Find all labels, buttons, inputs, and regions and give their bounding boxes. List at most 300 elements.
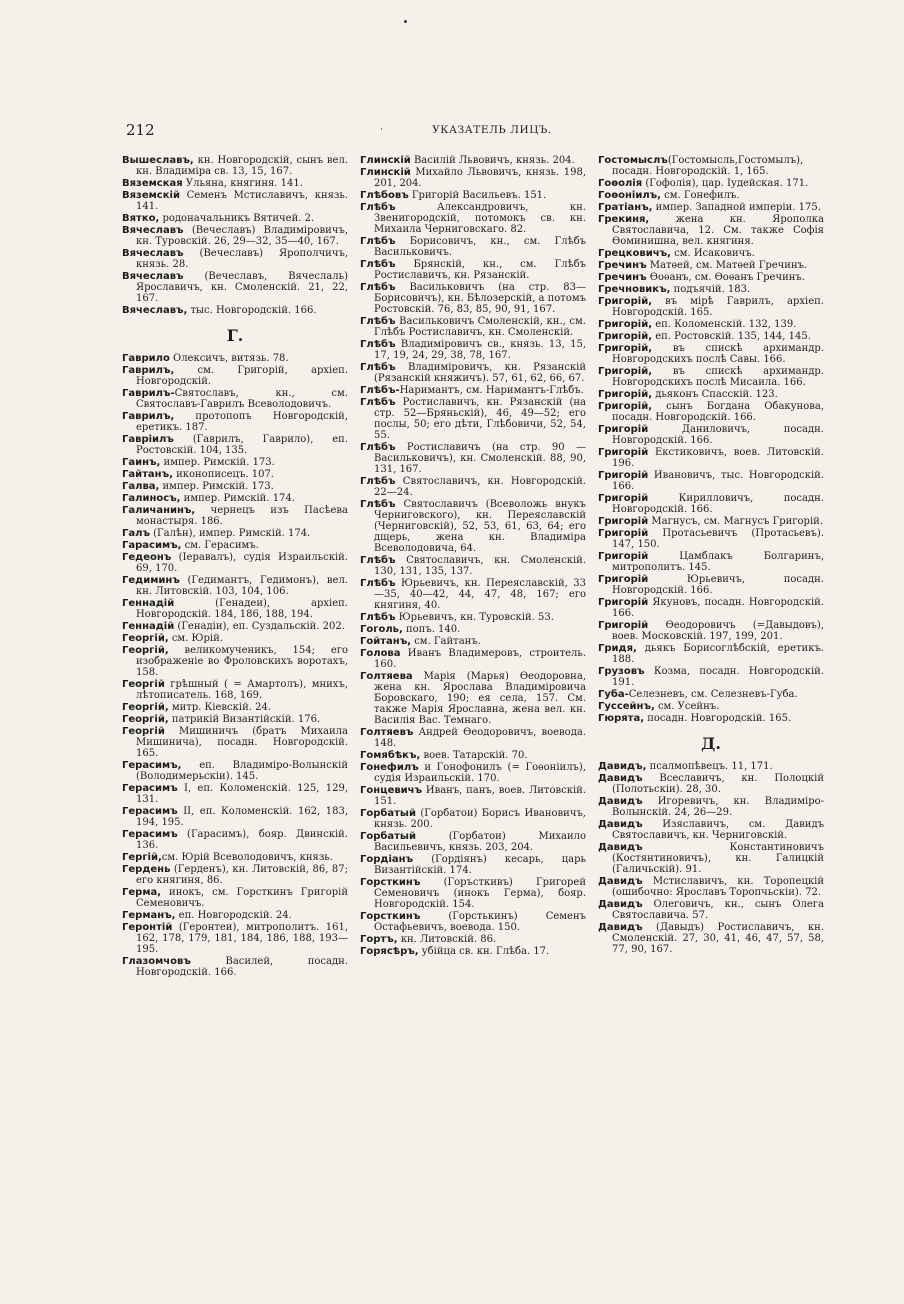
entry-headword: Геннадій <box>122 621 175 632</box>
entry-headword: Давидъ <box>598 773 643 784</box>
index-entry <box>122 956 348 978</box>
index-entry <box>598 842 824 875</box>
index-columns <box>122 155 862 1280</box>
index-entry <box>360 578 586 611</box>
entry-headword: Гуссейнъ, <box>598 701 655 712</box>
entry-headword: Глѣбъ <box>360 555 396 566</box>
entry-headword: Глѣбъ <box>360 578 396 589</box>
entry-text: митр. Кіевскій. 24. <box>168 702 272 713</box>
entry-headword: Гюрята, <box>598 713 645 724</box>
entry-headword: Давидъ <box>598 796 643 807</box>
index-entry <box>598 155 824 177</box>
entry-text: Козма, посадн. Новгородскій. 191. <box>612 666 824 688</box>
index-entry <box>598 701 824 712</box>
header-separator: · <box>380 125 383 135</box>
entry-text: Мишиничъ (братъ Михаила Мишинича), посадн. Новгородскій. 165. <box>136 726 348 759</box>
index-entry <box>598 401 824 423</box>
entry-headword: Галичанинъ, <box>122 505 196 516</box>
entry-headword: Горсткинъ <box>360 877 421 888</box>
index-entry <box>598 366 824 388</box>
entry-text: см. Юрій. <box>168 633 223 644</box>
entry-text: (Іеравалъ), судія Израильскій. 69, 170. <box>136 552 348 574</box>
index-entry <box>598 922 824 955</box>
entry-headword: Глѣбъ <box>360 202 396 213</box>
index-entry <box>360 671 586 726</box>
entry-headword: Глѣбъ <box>360 612 396 623</box>
entry-headword: Горясѣръ, <box>360 946 419 957</box>
index-entry <box>122 528 348 539</box>
entry-text: подъячій. 183. <box>670 284 751 295</box>
entry-text: (Горбатои) Михаило Васильевичъ, князь. 203, 204. <box>374 831 586 853</box>
entry-text: Матѳей, см. Матѳей Гречинъ. <box>646 260 808 271</box>
index-entry <box>598 343 824 365</box>
entry-text: патрикій Византійскій. 176. <box>168 714 321 725</box>
entry-text: и Гонофонилъ (= Гоѳоніилъ), судія Израильскій. 170. <box>374 762 586 784</box>
entry-headword: Вятко, <box>122 213 160 224</box>
index-entry <box>122 783 348 805</box>
entry-text: псалмопѣвецъ. 11, 171. <box>646 761 773 772</box>
entry-text: (Давыдъ) Ростиславичъ, кн. Смоленскій. 27, 30, 41, 46, 47, 57, 58, 77, 90, 167. <box>612 922 824 955</box>
entry-headword: Давидъ <box>598 819 643 830</box>
entry-headword: Гаинъ, <box>122 457 161 468</box>
index-entry <box>122 575 348 597</box>
entry-headword: Глинскій <box>360 167 411 178</box>
index-entry <box>598 643 824 665</box>
entry-text: Святославичъ, кн. Смоленскій. 130, 131, 135, 137. <box>374 555 586 577</box>
entry-text: (Вечеславъ) Ярополчичъ, князь. 28. <box>136 248 348 270</box>
entry-text: Ростиславичъ (на стр. 90 — Васильковичъ), кн. Смоленскій. 88, 90, 131, 167. <box>374 442 586 475</box>
index-entry <box>360 385 586 396</box>
entry-headword: Гостомыслъ <box>598 155 668 166</box>
entry-text: Борисовичъ, кн., см. Глѣбъ Васильковичъ. <box>374 236 586 258</box>
index-entry <box>360 877 586 910</box>
index-entry <box>122 806 348 828</box>
index-entry <box>122 457 348 468</box>
index-entry <box>598 178 824 189</box>
entry-headword: Григорій, <box>598 319 653 330</box>
entry-headword: Горбатый <box>360 831 416 842</box>
index-entry <box>122 887 348 909</box>
entry-headword: Гоѳолія <box>598 178 643 189</box>
entry-text: кн. Литовскій. 86. <box>397 934 497 945</box>
entry-headword: Григорій <box>598 528 649 539</box>
entry-headword: Вышеславъ, <box>122 155 194 166</box>
entry-text: Ѳоѳанъ, см. Ѳоѳанъ Гречинъ. <box>646 272 805 283</box>
entry-text: (Вечеславъ) Владиміровичъ, кн. Туровскій. 26, 29—32, 35—40, 167. <box>136 225 348 247</box>
entry-text: Магнусъ, см. Магнусъ Григорій. <box>648 516 823 527</box>
index-entry <box>598 470 824 492</box>
index-entry <box>598 899 824 921</box>
index-entry <box>598 389 824 400</box>
entry-headword: Голова <box>360 648 401 659</box>
entry-headword: Георгій <box>122 679 165 690</box>
index-column-2 <box>360 155 586 958</box>
entry-headword: Гердень <box>122 864 171 875</box>
entry-headword: Грекиня, <box>598 214 650 225</box>
entry-text: II, еп. Коломенскій. 162, 183, 194, 195. <box>136 806 348 828</box>
index-entry <box>122 248 348 270</box>
entry-headword: Григорій <box>598 551 649 562</box>
entry-text: импер. Римскій. 173. <box>159 481 274 492</box>
index-entry <box>122 552 348 574</box>
entry-text: попъ. 140. <box>402 624 461 635</box>
entry-text: въ спискѣ архимандр. Новгородскихъ послѣ Мисаила. 166. <box>612 366 824 388</box>
entry-headword: Глѣбъ <box>360 476 396 487</box>
entry-text: Марія (Марья) Ѳеодоровна, жена кн. Ярослава Владиміровича Боровскаго, 190; ея села, 157. См. также Марія Ярославна, жена вел. кн. Василія Вас. Темнаго. <box>374 671 586 726</box>
entry-text: см. Юрій Всеволодовичъ, князь. <box>161 852 333 863</box>
entry-headword: Давидъ <box>598 876 643 887</box>
entry-text: (Горстькинъ) Семенъ Остафьевичъ, воевода. 150. <box>374 911 586 933</box>
entry-text: въ мірѣ Гаврилъ, архіеп. Новгородскій. 165. <box>612 296 824 318</box>
entry-headword: Гаврило <box>122 353 170 364</box>
entry-headword: Давидъ, <box>598 761 647 772</box>
entry-text: Андрей Ѳеодоровичъ, воевода. 148. <box>374 727 586 749</box>
entry-headword: Вячеславъ <box>122 225 184 236</box>
entry-headword: Гаврилъ- <box>122 388 175 399</box>
entry-text: Изяславичъ, см. Давидъ Святославичъ, кн. Черниговскій. <box>612 819 824 841</box>
entry-headword: Гавріилъ <box>122 434 174 445</box>
entry-text: Иванъ Владимеровъ, строитель. 160. <box>374 648 586 670</box>
entry-headword: Глѣбъ <box>360 339 396 350</box>
entry-headword: Вячеславъ <box>122 271 184 282</box>
index-entry <box>122 481 348 492</box>
page-header <box>122 121 862 141</box>
entry-text: Владиміровичъ, кн. Рязанскій (Рязанскій княжичъ). 57, 61, 62, 66, 67. <box>374 362 586 384</box>
entry-text: Ульяна, княгиня. 141. <box>182 178 303 189</box>
index-column-3 <box>598 155 824 956</box>
entry-headword: Глазомчовъ <box>122 956 191 967</box>
entry-text: Наримантъ, см. Наримантъ-Глѣбъ. <box>399 385 584 396</box>
index-entry <box>360 934 586 945</box>
entry-text: Юрьевичъ, посадн. Новгородскій. 166. <box>612 574 824 596</box>
entry-text: грѣшный ( = Амартолъ), мнихъ, лѣтописатель. 168, 169. <box>136 679 348 701</box>
print-speck <box>404 20 407 23</box>
entry-headword: Гридя, <box>598 643 637 654</box>
letter-heading: Д. <box>701 734 721 753</box>
index-entry <box>122 353 348 364</box>
running-title: УКАЗАТЕЛЬ ЛИЦЪ. <box>432 124 552 136</box>
entry-headword: Григорій, <box>598 296 653 307</box>
entry-text: кн. Новгородскій, сынъ вел. кн. Владиміра св. 13, 15, 167. <box>136 155 348 177</box>
entry-headword: Герасимъ <box>122 829 178 840</box>
index-entry <box>360 831 586 853</box>
entry-text: Василій Львовичъ, князь. 204. <box>410 155 575 166</box>
entry-text: воев. Татарскій. 70. <box>420 750 528 761</box>
entry-text: Александровичъ, кн. Звенигородскій, потомокъ св. кн. Михаила Черниговскаго. 82. <box>374 202 586 235</box>
entry-text: Селезневъ, см. Селезневъ-Губа. <box>628 689 798 700</box>
entry-text: Якуновъ, посадн. Новгородскій. 166. <box>612 597 824 619</box>
entry-headword: Григорій <box>598 470 649 481</box>
entry-text: (Гарасимъ), бояр. Двинскій. 136. <box>136 829 348 851</box>
entry-text: еп. Владиміро-Волынскій (Володимерьскіи). 145. <box>136 760 348 782</box>
entry-headword: Глинскій <box>360 155 411 166</box>
index-entry <box>598 202 824 213</box>
index-entry <box>598 713 824 724</box>
entry-headword: Глѣбъ- <box>360 385 400 396</box>
entry-headword: Григорій, <box>598 331 653 342</box>
entry-headword: Григорій <box>598 493 649 504</box>
entry-headword: Глѣбъ <box>360 499 396 510</box>
entry-text: Святославичъ (Всеволожь внукъ Черниговского), кн. Переяславскій (Черниговскій), 52, 53, 61, 63, 64; его дщерь, жена кн. Владиміра Всеволодовича, 64. <box>374 499 586 554</box>
index-entry <box>598 447 824 469</box>
entry-text: Васильковичъ (на стр. 83—Борисовичъ), кн. Бѣлозерскій, а потомъ Ростовскій. 76, 83, 85, 90, 91, 167. <box>374 282 586 315</box>
entry-text: (Гордіянъ) кесарь, царь Византійскій. 174. <box>374 854 586 876</box>
entry-headword: Гоѳоніилъ, <box>598 190 661 201</box>
index-entry <box>598 319 824 330</box>
index-entry <box>598 761 824 772</box>
index-entry <box>598 190 824 201</box>
entry-text: протопопъ Новгородскій, еретикъ. 187. <box>136 411 348 433</box>
entry-headword: Гонцевичъ <box>360 785 423 796</box>
index-entry <box>122 633 348 644</box>
index-entry <box>598 876 824 898</box>
index-entry <box>122 760 348 782</box>
entry-headword: Вяземскій <box>122 190 180 201</box>
entry-text: (Гедимантъ, Гедимонъ), вел. кн. Литовскій. 103, 104, 106. <box>136 575 348 597</box>
entry-text: Олеговичъ, кн., сынъ Олега Святославича. 57. <box>612 899 824 921</box>
entry-headword: Гратіанъ, <box>598 202 653 213</box>
entry-text: Иванъ, панъ, воев. Литовскій. 151. <box>374 785 586 807</box>
entry-headword: Герасимъ <box>122 806 178 817</box>
entry-text: (Генадіи), еп. Суздальскій. 202. <box>174 621 345 632</box>
index-entry <box>598 260 824 271</box>
entry-headword: Галиносъ, <box>122 493 181 504</box>
entry-headword: Вячеславъ, <box>122 305 188 316</box>
index-entry <box>360 362 586 384</box>
entry-text: Мстиславичъ, кн. Торопецкій (ошибочно: Ярославъ Торопчьскіи). 72. <box>612 876 824 898</box>
index-entry <box>122 864 348 886</box>
index-entry <box>122 365 348 387</box>
index-entry <box>360 636 586 647</box>
index-entry <box>360 750 586 761</box>
entry-headword: Глѣбъ <box>360 362 396 373</box>
index-entry <box>360 397 586 441</box>
index-entry <box>360 259 586 281</box>
index-entry <box>598 819 824 841</box>
entry-text: убійца св. кн. Глѣба. 17. <box>418 946 550 957</box>
entry-headword: Григорій <box>598 424 649 435</box>
entry-headword: Голтяева <box>360 671 413 682</box>
index-entry <box>360 499 586 554</box>
index-entry <box>360 167 586 189</box>
entry-text: Всеславичъ, кн. Полоцкій (Полотьскіи). 28, 30. <box>612 773 824 795</box>
index-entry <box>598 689 824 700</box>
entry-headword: Гедеонъ <box>122 552 172 563</box>
entry-text: Игоревичъ, кн. Владиміро-Волынскій. 24, 26—29. <box>612 796 824 818</box>
entry-headword: Гонефилъ <box>360 762 419 773</box>
entry-headword: Глѣбъ <box>360 259 396 270</box>
index-entry <box>122 852 348 863</box>
entry-text: (Галѣн), импер. Римскій. 174. <box>149 528 311 539</box>
entry-headword: Георгій, <box>122 702 169 713</box>
index-entry <box>122 645 348 678</box>
index-entry <box>122 621 348 632</box>
index-entry <box>122 505 348 527</box>
entry-headword: Григорій <box>598 574 649 585</box>
entry-text: импер. Римскій. 174. <box>180 493 295 504</box>
entry-headword: Гаврилъ, <box>122 365 175 376</box>
entry-headword: Георгій <box>122 726 165 737</box>
entry-text: Протасьевичъ (Протасьевъ). 147, 150. <box>612 528 824 550</box>
index-entry <box>122 726 348 759</box>
entry-headword: Григорій <box>598 516 649 527</box>
entry-headword: Георгій, <box>122 645 169 656</box>
index-entry <box>598 620 824 642</box>
entry-text: Даниловичъ, посадн. Новгородскій. 166. <box>612 424 824 446</box>
entry-headword: Германъ, <box>122 910 176 921</box>
index-entry <box>122 190 348 212</box>
entry-headword: Глѣбъ <box>360 236 396 247</box>
entry-headword: Голтяевъ <box>360 727 414 738</box>
entry-text: Святославъ, кн., см. Святославъ-Гаврилъ Всеволодовичъ. <box>136 388 348 410</box>
index-entry <box>122 469 348 480</box>
entry-text: (Вечеславъ, Вячеслаль) Ярославичъ, кн. Смоленскій. 21, 22, 167. <box>136 271 348 304</box>
entry-text: великомученикъ, 154; его изображеніе во Фроловскихъ воротахъ, 158. <box>136 645 348 678</box>
entry-headword: Герма, <box>122 887 162 898</box>
index-entry <box>122 388 348 410</box>
entry-text: Константиновичъ (Костянтиновичъ), кн. Галицкій (Галичьскій). 91. <box>612 842 824 875</box>
entry-headword: Гортъ, <box>360 934 398 945</box>
index-entry <box>360 808 586 830</box>
index-entry <box>122 598 348 620</box>
index-entry <box>122 271 348 304</box>
entry-headword: Галва, <box>122 481 160 492</box>
index-entry <box>598 424 824 446</box>
index-entry <box>360 190 586 201</box>
entry-text: Кирилловичъ, посадн. Новгородскій. 166. <box>612 493 824 515</box>
entry-text: (Геронтеи), митрополитъ. 161, 162, 178, 179, 181, 184, 186, 188, 193—195. <box>136 922 348 955</box>
index-entry <box>598 796 824 818</box>
entry-text: еп. Новгородскій. 24. <box>175 910 292 921</box>
index-entry <box>122 155 348 177</box>
entry-text: см. Гайтанъ. <box>411 636 481 647</box>
index-entry <box>598 551 824 573</box>
index-entry <box>598 516 824 527</box>
index-entry <box>360 785 586 807</box>
entry-text: (Гофолія), цар. Іудейская. 171. <box>642 178 809 189</box>
index-entry <box>360 555 586 577</box>
entry-text: Цамблакъ Болгаринъ, митрополитъ. 145. <box>612 551 824 573</box>
index-entry <box>360 236 586 258</box>
index-entry <box>122 213 348 224</box>
index-entry <box>360 442 586 475</box>
entry-headword: Губа- <box>598 689 629 700</box>
entry-headword: Гарасимъ, <box>122 540 182 551</box>
entry-text: иконописецъ. 107. <box>172 469 274 480</box>
entry-text: см. Герасимъ. <box>181 540 259 551</box>
entry-text: Ивановичъ, тыс. Новгородскій. 166. <box>612 470 824 492</box>
index-entry <box>122 411 348 433</box>
entry-text: Григорій Васильевъ. 151. <box>408 190 547 201</box>
entry-text: дьякъ Борисоглѣбскій, еретикъ. 188. <box>612 643 824 665</box>
entry-headword: Гордіанъ <box>360 854 414 865</box>
index-entry <box>360 762 586 784</box>
entry-text: (Герденъ), кн. Литовскій, 86, 87; его княгиня, 86. <box>136 864 348 886</box>
index-entry <box>360 624 586 635</box>
entry-headword: Грузовъ <box>598 666 645 677</box>
entry-headword: Горбатый <box>360 808 416 819</box>
entry-headword: Давидъ <box>598 842 643 853</box>
index-entry <box>122 434 348 456</box>
index-entry <box>360 202 586 235</box>
page-number: 212 <box>126 121 155 139</box>
entry-text: Юрьевичъ, кн. Переяславскій, 33—35, 40—42, 44, 47, 48, 167; его княгиня, 40. <box>374 578 586 611</box>
entry-text: см. Усейнъ. <box>654 701 720 712</box>
index-entry <box>360 316 586 338</box>
entry-text: Ростиславичъ, кн. Рязанскій (на стр. 52—Бряньскій), 46, 49—52; его послы, 50; его дѣти, Глѣбовичи, 52, 54, 55. <box>374 397 586 441</box>
entry-headword: Галъ <box>122 528 150 539</box>
entry-headword: Геннадій <box>122 598 175 609</box>
entry-text: Юрьевичъ, кн. Туровскій. 53. <box>395 612 554 623</box>
entry-text: Святославичъ, кн. Новгородскій. 22—24. <box>374 476 586 498</box>
entry-headword: Вячеславъ <box>122 248 184 259</box>
entry-headword: Глѣбовъ <box>360 190 409 201</box>
entry-headword: Гаврилъ, <box>122 411 175 422</box>
entry-headword: Гойтанъ, <box>360 636 412 647</box>
entry-text: еп. Коломенскій. 132, 139. <box>652 319 797 330</box>
entry-headword: Гречновикъ, <box>598 284 671 295</box>
entry-headword: Григорій <box>598 447 649 458</box>
entry-headword: Григорій, <box>598 343 653 354</box>
entry-headword: Гречинъ <box>598 260 647 271</box>
index-entry <box>598 272 824 283</box>
entry-headword: Григорій <box>598 620 649 631</box>
index-entry <box>122 305 348 316</box>
entry-text: (Гаврилъ, Гаврило), еп. Ростовскій. 104, 135. <box>136 434 348 456</box>
entry-headword: Григорій, <box>598 401 653 412</box>
entry-headword: Гергій, <box>122 852 162 863</box>
entry-headword: Вяземская <box>122 178 183 189</box>
entry-text: Брянскій, кн., см. Глѣбъ Ростиславичъ, кн. Рязанскій. <box>374 259 586 281</box>
index-entry <box>122 225 348 247</box>
index-entry <box>122 922 348 955</box>
index-entry <box>360 155 586 166</box>
index-entry <box>598 493 824 515</box>
entry-text: (Горбатои) Борисъ Ивановичъ, князь. 200. <box>374 808 586 830</box>
entry-text: инокъ, см. Горсткинъ Григорій Семеновичъ. <box>136 887 348 909</box>
entry-headword: Давидъ <box>598 922 643 933</box>
entry-text: сынъ Богдана Обакунова, посадн. Новгородскій. 166. <box>612 401 824 423</box>
index-entry <box>598 666 824 688</box>
entry-text: Олексичъ, витязь. 78. <box>169 353 289 364</box>
index-column-1 <box>122 155 348 979</box>
entry-text: см. Гонефилъ. <box>660 190 740 201</box>
entry-headword: Георгій, <box>122 633 169 644</box>
index-entry <box>360 648 586 670</box>
index-entry <box>122 714 348 725</box>
entry-headword: Герасимъ, <box>122 760 182 771</box>
entry-text: тыс. Новгородскій. 166. <box>187 305 317 316</box>
entry-headword: Георгій, <box>122 714 169 725</box>
entry-text: Владиміровичъ св., князь. 13, 15, 17, 19, 24, 29, 38, 78, 167. <box>374 339 586 361</box>
index-entry <box>122 540 348 551</box>
index-entry <box>598 331 824 342</box>
entry-headword: Гоголь, <box>360 624 403 635</box>
entry-headword: Давидъ <box>598 899 643 910</box>
index-entry <box>122 679 348 701</box>
entry-text: чернецъ изъ Пасѣева монастыря. 186. <box>136 505 348 527</box>
index-entry <box>360 612 586 623</box>
entry-text: въ спискѣ архимандр. Новгородскихъ послѣ Савы. 166. <box>612 343 824 365</box>
entry-text: импер. Западной имперіи. 175. <box>652 202 821 213</box>
entry-text: (Генадеи), архіеп. Новгородскій. 184, 186, 188, 194. <box>136 598 348 620</box>
entry-text: (Горъсткивъ) Григорей Семеновичъ (инокъ Герма), бояр. Новгородскій. 154. <box>374 877 586 910</box>
entry-headword: Гайтанъ, <box>122 469 173 480</box>
entry-headword: Герасимъ <box>122 783 178 794</box>
index-entry <box>360 476 586 498</box>
index-entry <box>122 910 348 921</box>
entry-text: Васильковичъ Смоленскій, кн., см. Глѣбъ Ростиславичъ, кн. Смоленскій. <box>374 316 586 338</box>
